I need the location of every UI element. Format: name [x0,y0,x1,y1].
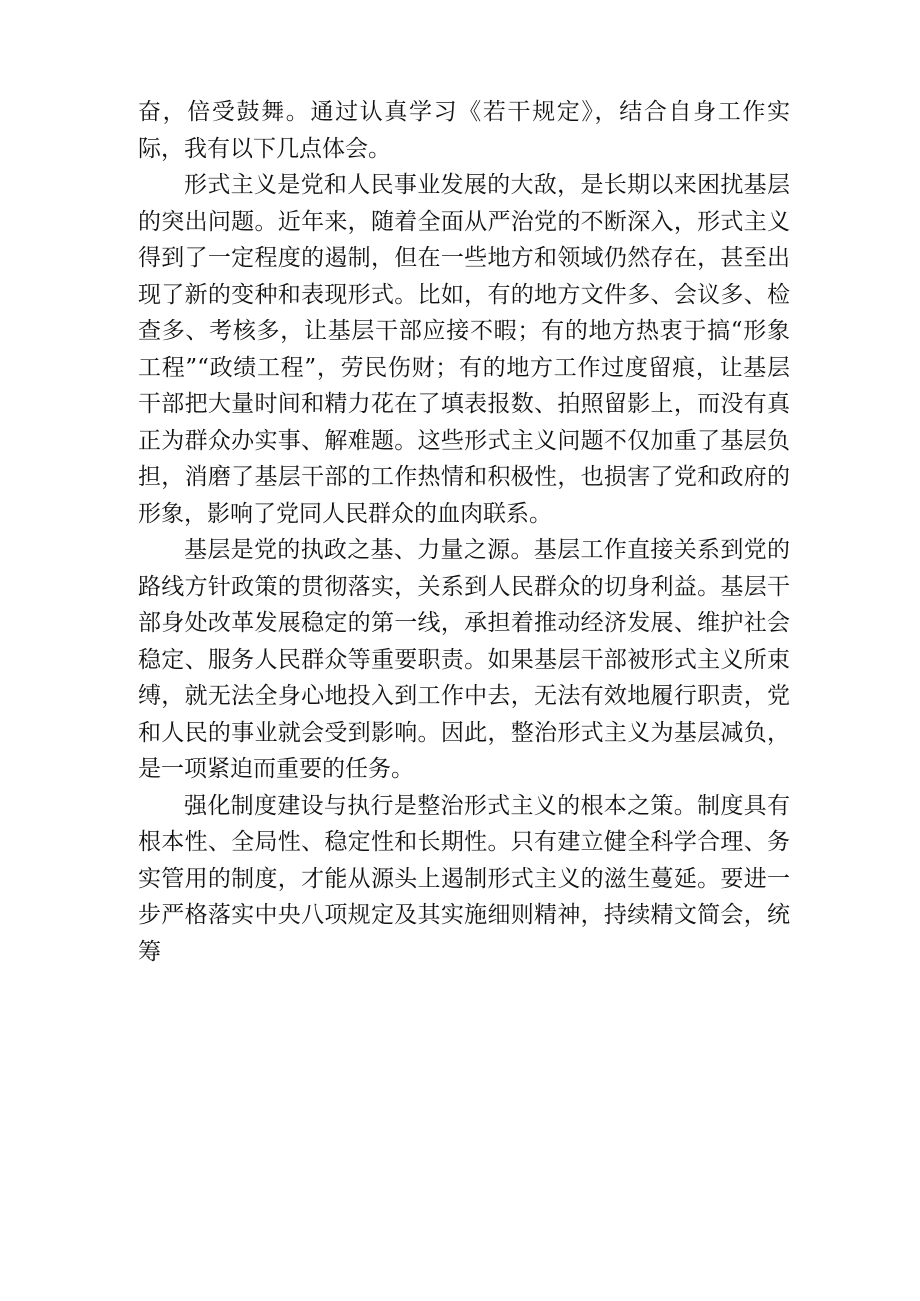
paragraph-continuation: 奋，倍受鼓舞。通过认真学习《若干规定》，结合自身工作实际，我有以下几点体会。 [138,99,790,162]
paragraph-formalism-problem: 形式主义是党和人民事业发展的大敌，是长期以来困扰基层的突出问题。近年来，随着全面从严治党的不断深入，形式主义得到了一定程度的遏制，但在一些地方和领域仍然存在，甚至出现了新的变种和表现形式。比如，有的地方文件多、会议多、检查多、考核多，让基层干部应接不暇；有的地方热衷于搞“形象工程”“政绩工程”，劳民伤财；有的地方工作过度留痕，让基层干部把大量时间和精力花在了填表报数、拍照留影上，而没有真正为群众办实事、解难题。这些形式主义问题不仅加重了基层负担，消磨了基层干部的工作热情和积极性，也损害了党和政府的形象，影响了党同人民群众的血肉联系。 [138,172,790,527]
document-body [138,94,790,970]
paragraph-institution-building: 强化制度建设与执行是整治形式主义的根本之策。制度具有根本性、全局性、稳定性和长期性。只有建立健全科学合理、务实管用的制度，才能从源头上遏制形式主义的滋生蔓延。要进一步严格落实中央八项规定及其实施细则精神，持续精文简会，统筹 [138,792,790,965]
paragraph-grassroots-foundation: 基层是党的执政之基、力量之源。基层工作直接关系到党的路线方针政策的贯彻落实，关系到人民群众的切身利益。基层干部身处改革发展稳定的第一线，承担着推动经济发展、维护社会稳定、服务人民群众等重要职责。如果基层干部被形式主义所束缚，就无法全身心地投入到工作中去，无法有效地履行职责，党和人民的事业就会受到影响。因此，整治形式主义为基层减负，是一项紧迫而重要的任务。 [138,537,790,782]
